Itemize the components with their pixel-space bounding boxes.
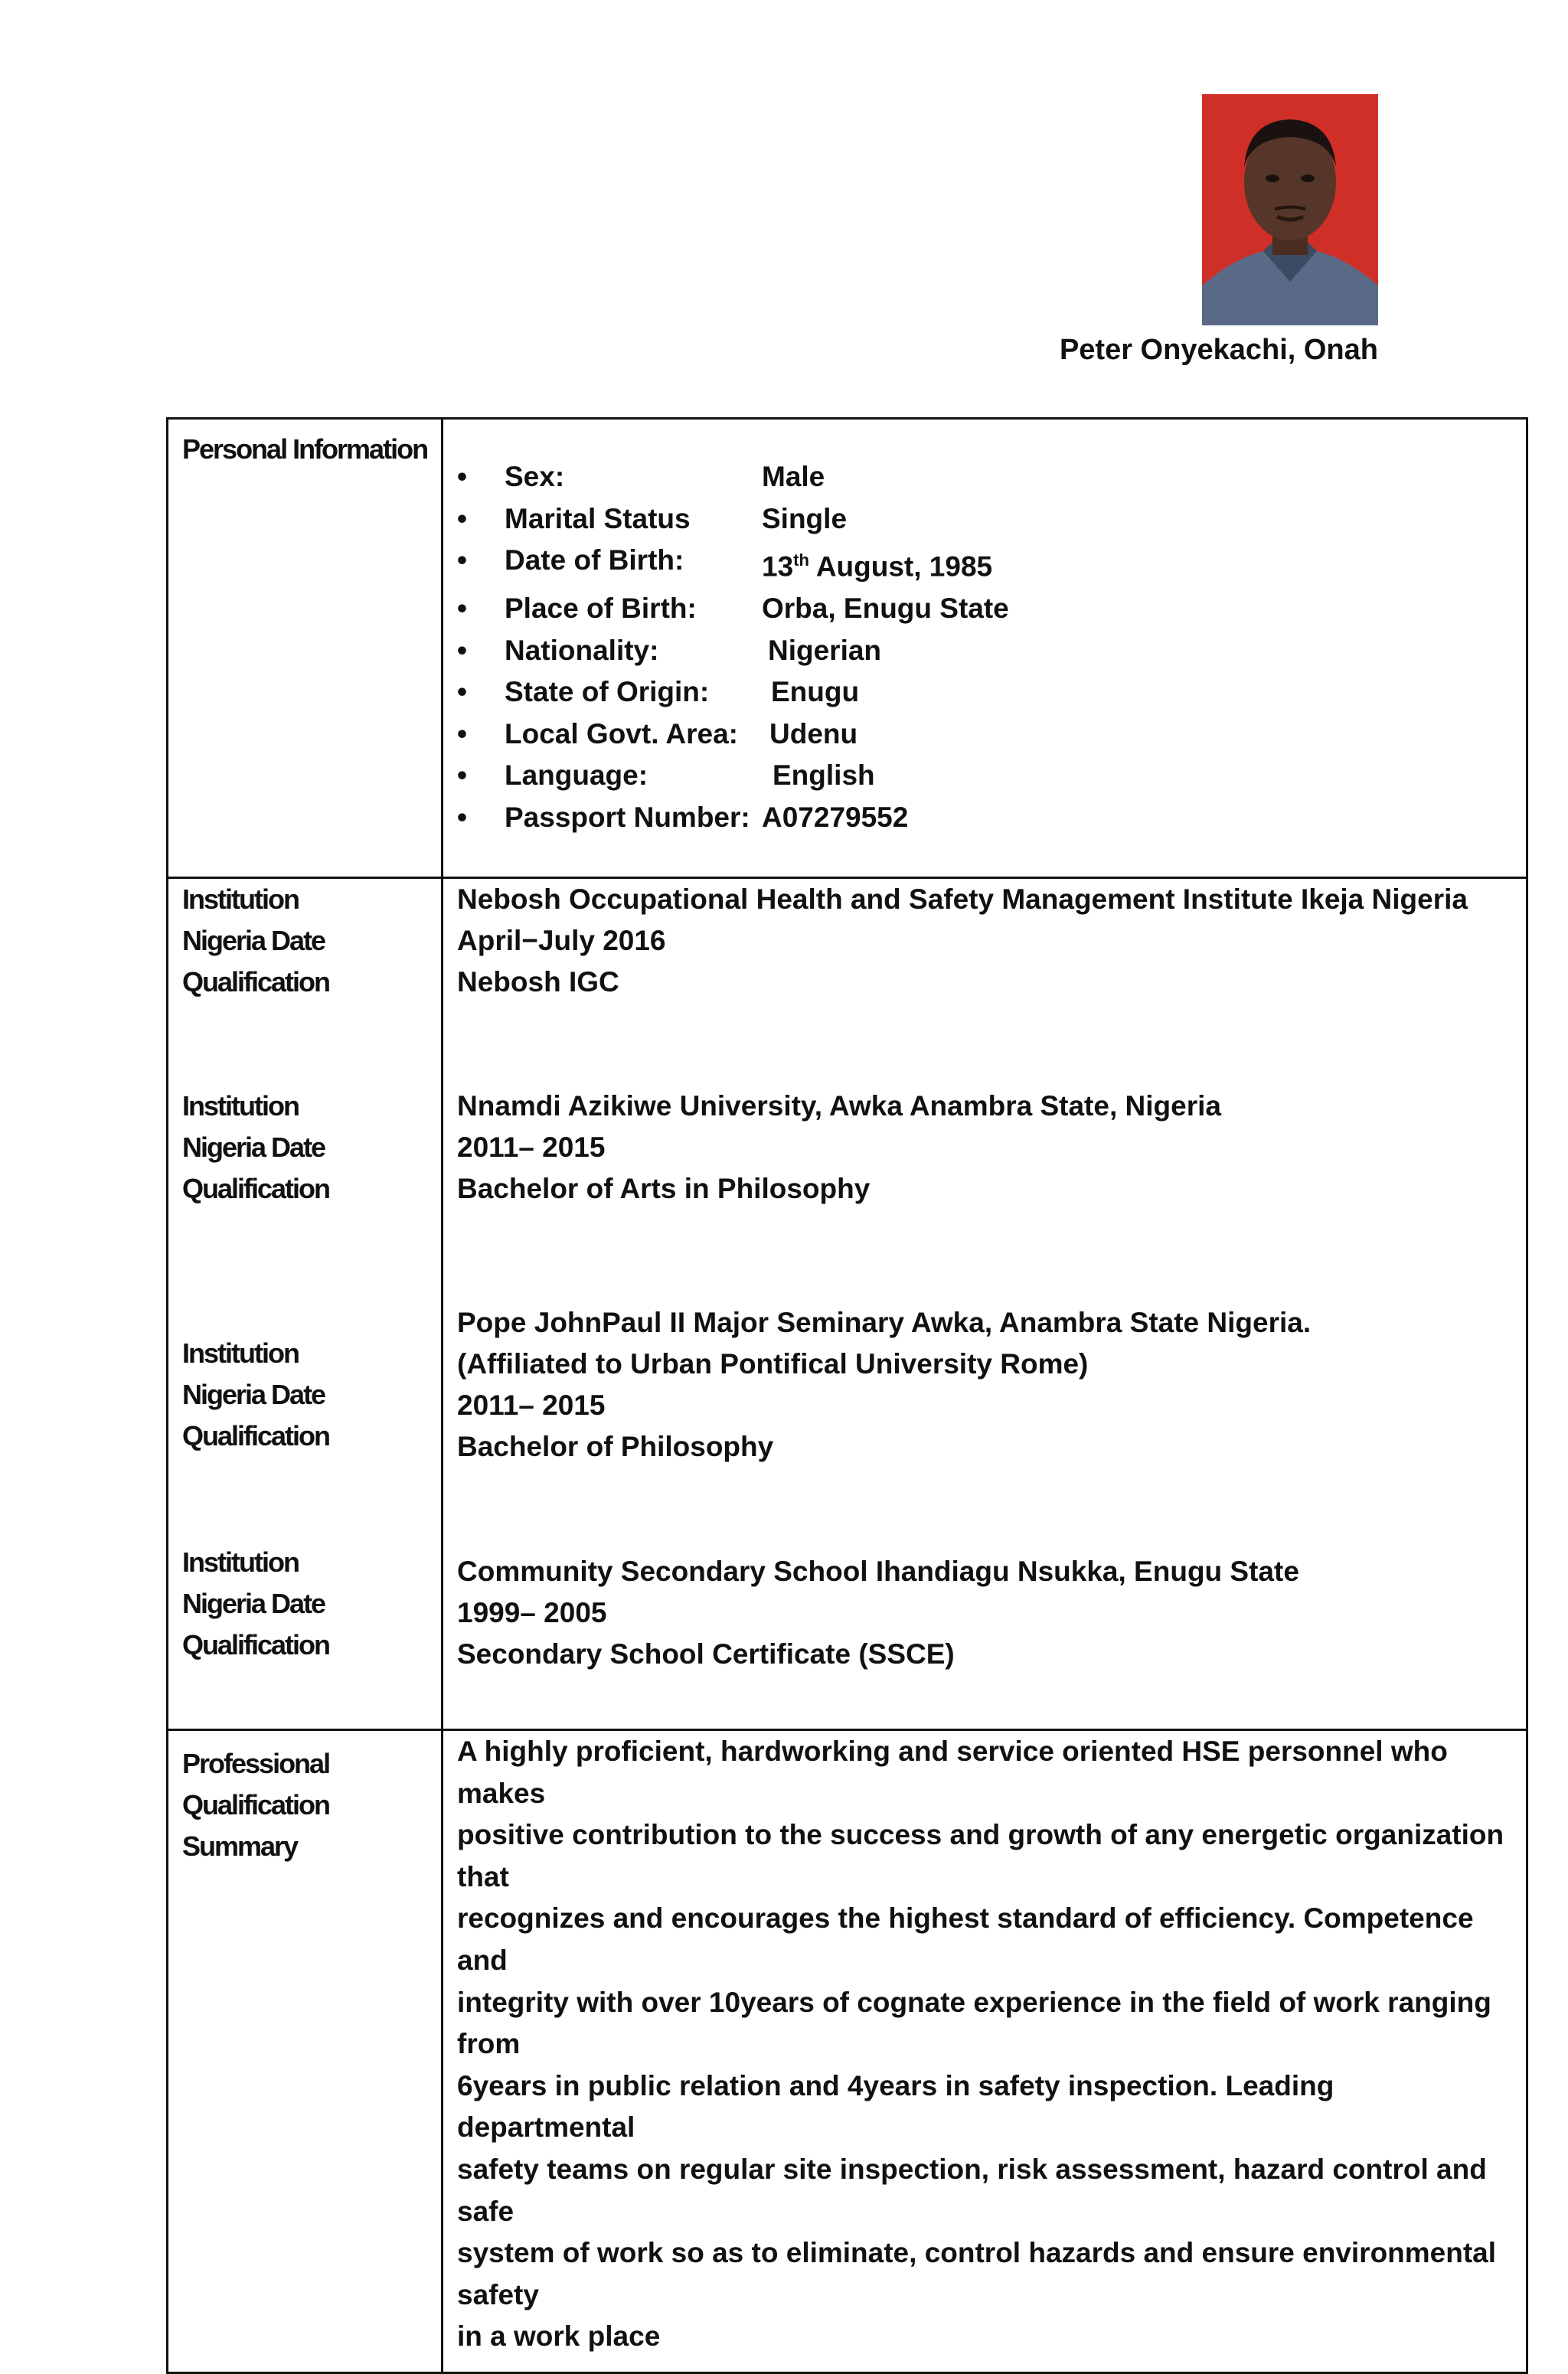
- personal-item-nationality: • Nationality: Nigerian: [457, 634, 882, 666]
- education-labels-cell: [168, 878, 443, 1730]
- personal-item-language: • Language: English: [457, 759, 875, 792]
- cv-table: [166, 417, 1528, 2374]
- person-portrait-icon: [1202, 94, 1378, 325]
- applicant-name: Peter Onyekachi, Onah: [1059, 334, 1378, 366]
- summary-label-line-2: Qualification: [182, 1789, 330, 1821]
- personal-item-marital-status: • Marital Status Single: [457, 502, 848, 534]
- personal-info-list: [443, 420, 1526, 839]
- personal-item-lga: • Local Govt. Area: Udenu: [457, 717, 858, 749]
- education-values-cell: [443, 878, 1527, 1730]
- personal-item-sex: • Sex: Male: [457, 461, 825, 492]
- education-entry-4: Community Secondary School Ihandiagu Nsukka, Enugu State 1999– 2005 Secondary School Certificate (SSCE): [457, 1556, 1299, 1670]
- personal-item-state-of-origin: • State of Origin: Enugu: [457, 676, 860, 708]
- personal-info-label-cell: [168, 419, 443, 878]
- summary-row: [168, 1730, 1527, 2373]
- education-row: [168, 878, 1527, 1730]
- education-entry-3: Pope JohnPaul II Major Seminary Awka, Anambra State Nigeria. (Affiliated to Urban Pontifical University Rome) 2011– 2015 Bachelor of Philosophy: [457, 1307, 1312, 1462]
- personal-item-passport: • Passport Number: A07279552: [457, 802, 909, 834]
- summary-text-cell: [443, 1730, 1527, 2373]
- education-entry-1: Nebosh Occupational Health and Safety Management Institute Ikeja Nigeria April−July 2016 Nebosh IGC: [457, 883, 1468, 998]
- summary-text: A highly proficient, hardworking and service oriented HSE personnel who makes positive contribution to the success and growth of any energetic organization that recognizes and encourages the highest standard of efficiency. Competence and integrity with over 10years of cognate experience in the field of work ranging from 6years in public relation and 4years in safety inspection. Leading departmental safety teams on regular site inspection, risk assessment, hazard control and safe system of work so as to eliminate, control hazards and ensure environmental safety in a work place: [457, 1736, 1504, 2353]
- edu-labels-4: Institution Nigeria Date Qualification: [182, 1546, 330, 1660]
- edu-labels-1: Institution Nigeria Date Qualification: [182, 883, 330, 998]
- personal-item-date-of-birth: • Date of Birth: 13th August, 1985: [457, 544, 993, 583]
- personal-item-place-of-birth: • Place of Birth: Orba, Enugu State: [457, 593, 1009, 625]
- personal-info-row: [168, 419, 1527, 878]
- profile-photo: [1202, 94, 1378, 325]
- summary-label-cell: [168, 1730, 443, 2373]
- education-entry-2: Nnamdi Azikiwe University, Awka Anambra State, Nigeria 2011– 2015 Bachelor of Arts in Philosophy: [457, 1090, 1221, 1204]
- edu-labels-3: Institution Nigeria Date Qualification: [182, 1337, 330, 1452]
- personal-info-label: Personal Information: [182, 433, 428, 465]
- summary-label-line-1: Professional: [182, 1748, 330, 1779]
- personal-info-values: [443, 419, 1527, 878]
- edu-labels-2: Institution Nigeria Date Qualification: [182, 1090, 330, 1204]
- summary-label-line-3: Summary: [182, 1830, 298, 1862]
